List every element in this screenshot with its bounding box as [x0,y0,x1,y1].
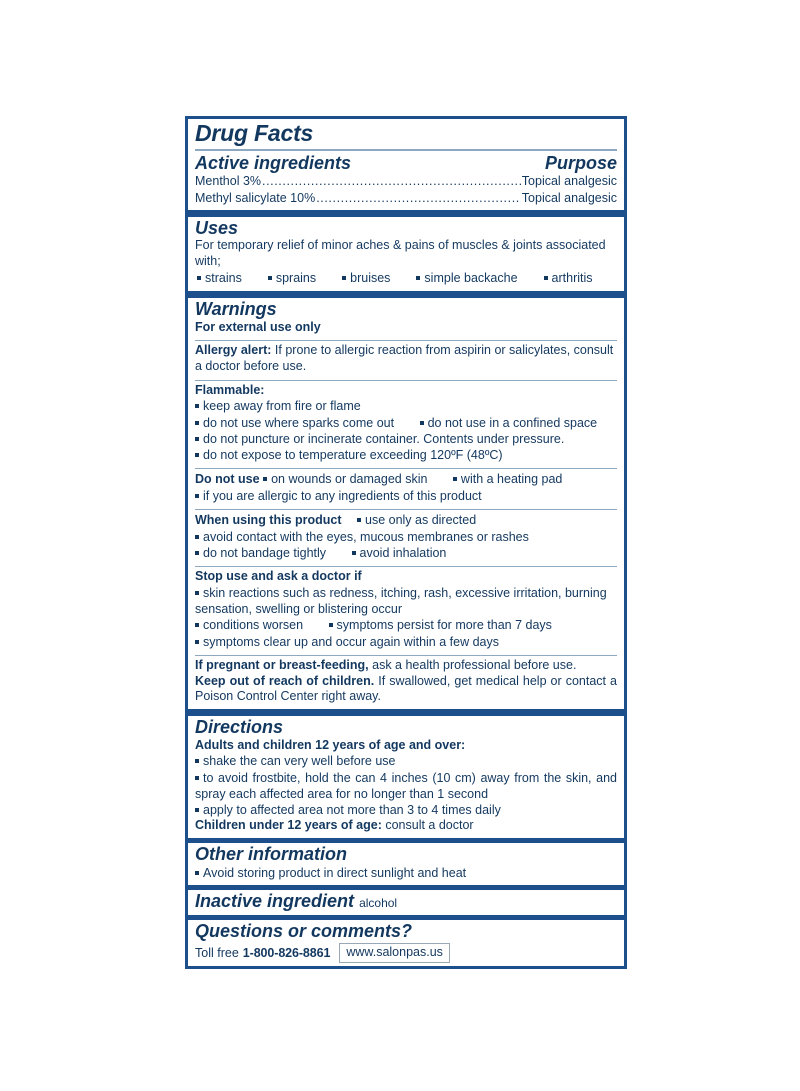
list-item [195,617,617,633]
section-divider [188,709,624,716]
uses-heading: Uses [195,217,239,238]
keep-out-of-reach-warning [195,674,617,710]
list-item [195,431,617,447]
square-bullet-icon [195,623,199,627]
list-item [342,270,390,286]
square-bullet-icon [342,276,346,280]
list-item-label: simple backache [424,270,518,285]
allergy-alert-text: If prone to allergic reaction from aspirin or salicylates, consult a doctor before use. [195,343,614,373]
ingredient-purpose: Topical analgesic [521,190,617,205]
square-bullet-icon [195,759,199,763]
list-item-label: do not use in a confined space [427,415,598,430]
square-bullet-icon [195,437,199,441]
directions-heading: Directions [195,717,284,738]
section-warnings [188,298,624,709]
list-item-label: on wounds or damaged skin [271,472,428,487]
when-using-label: When using this product [195,513,342,528]
list-item [195,529,617,545]
stop-use-block [195,569,617,652]
flammable-label: Flammable: [195,382,265,397]
external-use-only: For external use only [195,319,321,334]
square-bullet-icon [544,276,548,280]
list-item-label: symptoms clear up and occur again within a few days [203,634,499,649]
when-using-block [195,512,617,563]
square-bullet-icon [195,404,199,408]
square-bullet-icon [195,871,199,875]
directions-children-text: consult a doctor [385,818,474,833]
section-directions [188,716,624,838]
square-bullet-icon [416,276,420,280]
section-divider [188,291,624,298]
do-not-use-block [195,471,617,506]
uses-list [195,270,617,287]
list-item-label: Avoid storing product in direct sunlight and heat [203,865,467,880]
subsection-rule [195,340,617,341]
list-item [195,398,617,414]
list-item [268,270,316,286]
title-rule [195,149,617,151]
keep-out-label: Keep out of reach of children. [195,673,375,688]
subsection-rule [195,468,617,469]
directions-adults-label: Adults and children 12 years of age and over: [195,737,466,752]
label-header [188,119,624,148]
list-item-label: bruises [350,270,391,285]
flammable-block [195,383,617,466]
list-item [195,865,617,881]
list-item-label: strains [205,270,242,285]
list-item-label: sprains [275,270,317,285]
square-bullet-icon [195,494,199,498]
list-item [195,634,617,652]
list-item-label: avoid inhalation [359,546,447,561]
section-other-information [188,843,624,885]
uses-intro: For temporary relief of minor aches & pains of muscles & joints associated with; [195,238,606,269]
directions-children-row [195,818,617,834]
subsection-rule [195,509,617,510]
purpose-heading: Purpose [544,152,617,173]
page-title: Drug Facts [195,120,314,146]
other-information-heading: Other information [195,844,347,865]
inactive-ingredient-heading-row [195,890,617,912]
section-questions [188,920,624,966]
square-bullet-icon [195,453,199,457]
phone-number[interactable]: 1-800-826-8861 [242,945,331,960]
list-item [195,802,617,818]
square-bullet-icon [357,518,361,522]
active-ingredient-row [195,190,617,206]
section-uses [188,217,624,291]
square-bullet-icon [352,551,356,555]
square-bullet-icon [195,551,199,555]
list-item-label: do not expose to temperature exceeding 120ºF (48ºC) [203,448,503,463]
square-bullet-icon [195,776,199,780]
list-item-label: arthritis [551,270,593,285]
list-item [195,545,617,563]
subsection-rule [195,655,617,656]
square-bullet-icon [453,477,457,481]
list-item-label: keep away from fire or flame [203,399,361,414]
square-bullet-icon [263,477,267,481]
list-item-label: do not bandage tightly [203,546,327,561]
list-item-label: do not puncture or incinerate container. Contents under pressure. [203,431,565,446]
section-inactive-ingredient [188,890,624,916]
ingredient-name: Methyl salicylate 10% [195,190,316,205]
square-bullet-icon [195,808,199,812]
square-bullet-icon [195,421,199,425]
square-bullet-icon [195,535,199,539]
do-not-use-row [195,471,617,488]
directions-children-label: Children under 12 years of age: [195,818,382,833]
square-bullet-icon [195,640,199,644]
keep-out-text: If swallowed, get medical help or contact a Poison Control Center right away. [195,673,617,704]
subsection-rule [195,380,617,381]
leader-dots [316,190,521,206]
contact-row [195,942,617,966]
square-bullet-icon [329,623,333,627]
warnings-heading: Warnings [195,299,277,320]
list-item [195,585,617,618]
do-not-use-label: Do not use [195,472,260,487]
list-item-label: do not use where sparks come out [203,415,395,430]
list-item [195,447,617,465]
list-item [195,415,617,431]
list-item [195,488,617,506]
list-item-label: shake the can very well before use [203,754,396,769]
list-item [195,753,617,769]
list-item-label: avoid contact with the eyes, mucous membranes or rashes [203,529,529,544]
drug-facts-label [185,116,627,969]
pregnant-label: If pregnant or breast-feeding, [195,657,369,672]
title-rule-wrap [188,149,624,151]
section-divider [188,210,624,217]
website-url[interactable]: www.salonpas.us [339,943,450,963]
square-bullet-icon [420,421,424,425]
allergy-alert-label: Allergy alert: [195,343,272,358]
questions-heading: Questions or comments? [195,921,413,942]
active-ingredient-row [195,173,617,189]
pregnant-text: ask a health professional before use. [372,657,577,672]
list-item-label: with a heating pad [460,472,563,487]
ingredient-purpose: Topical analgesic [521,174,617,189]
list-item-label: skin reactions such as redness, itching, rash, excessive irritation, burning sensation, swelling or blistering occur [195,585,607,617]
inactive-ingredient-value: alcohol [359,895,398,910]
list-item-label: conditions worsen [203,618,304,633]
square-bullet-icon [195,591,199,595]
active-ingredients-heading: Active ingredients [195,152,352,173]
list-item-label: apply to affected area not more than 3 to 4 times daily [203,803,501,818]
list-item [195,770,617,803]
stop-use-label: Stop use and ask a doctor if [195,569,362,584]
section-active-ingredients [188,152,624,210]
when-using-row [195,512,617,529]
subsection-rule [195,566,617,567]
inactive-ingredient-heading: Inactive ingredient [195,890,355,911]
allergy-alert [195,343,617,377]
active-ingredients-heading-row [195,152,617,174]
square-bullet-icon [268,276,272,280]
ingredient-name: Menthol 3% [195,174,262,189]
square-bullet-icon [197,276,201,280]
list-item-label: if you are allergic to any ingredients of this product [203,488,482,503]
list-item [544,270,593,286]
list-item-label: to avoid frostbite, hold the can 4 inches (10 cm) away from the skin, and spray each affected area for no longer than 1 second [195,770,617,801]
toll-free-label: Toll free [195,945,239,960]
leader-dots [262,173,521,189]
list-item [416,270,517,286]
pregnant-warning [195,658,617,674]
list-item-label: use only as directed [365,513,477,528]
list-item-label: symptoms persist for more than 7 days [336,618,552,633]
list-item [197,270,242,286]
